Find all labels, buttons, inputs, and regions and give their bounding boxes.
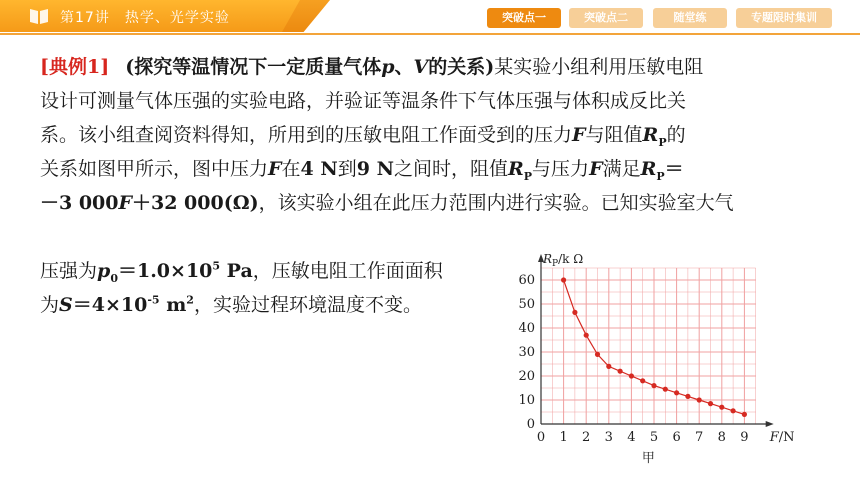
data-point: [731, 408, 736, 413]
x-tick-label: 3: [604, 430, 613, 445]
problem-text-continued: [40, 254, 510, 322]
data-point: [742, 412, 747, 417]
lecture-title: 第17讲 热学、光学实验: [60, 10, 230, 26]
resistance-force-chart: [515, 248, 815, 474]
x-axis-arrow: [766, 421, 774, 427]
tab-class-practice[interactable]: 随堂练: [653, 8, 727, 28]
data-point: [606, 364, 611, 369]
data-point: [629, 373, 634, 378]
y-tick-label: 50: [518, 297, 535, 312]
text-line-7: 为$S=4\times 10^{-5}$ $m^2$，实验过程环境温度不变。: [40, 293, 422, 316]
text-line-3: 系。该小组查阅资料得知，所用到的压敏电阻工作面受到的压力F与阻值$R_P$的: [40, 124, 686, 149]
chart-caption: 甲: [641, 451, 655, 466]
y-tick-label: 10: [518, 393, 535, 408]
top-bar: [0, 0, 860, 36]
data-point: [584, 333, 589, 338]
y-tick-label: 40: [518, 321, 535, 336]
book-icon: [28, 6, 50, 26]
problem-text: [40, 50, 830, 220]
x-tick-label: 0: [536, 430, 546, 445]
text-line-2: 设计可测量气体压强的实验电路，并验证等温条件下气体压强与体积成反比关: [40, 90, 687, 112]
x-tick-label: 7: [695, 430, 704, 445]
text-line-4: 关系如图甲所示，图中压力F在4 N到9 N之间时，阻值$R_P$与压力F满足$R_P=$: [40, 158, 684, 183]
example-tag: [典例1]: [40, 56, 110, 78]
data-point: [651, 383, 656, 388]
data-point: [561, 277, 566, 282]
data-point: [595, 352, 600, 357]
data-point: [618, 369, 623, 374]
data-point: [674, 390, 679, 395]
data-point: [719, 405, 724, 410]
y-tick-label: 0: [526, 417, 535, 432]
tab-breakthrough-2[interactable]: 突破点二: [569, 8, 643, 28]
x-tick-label: 6: [672, 430, 681, 445]
data-point: [685, 394, 690, 399]
y-tick-label: 60: [518, 273, 535, 288]
text-line-6: 压强为$p_0=1.0\times 10^5$ Pa，压敏电阻工作面面积: [40, 259, 443, 285]
data-point: [697, 397, 702, 402]
x-tick-label: 8: [717, 430, 726, 445]
x-axis-label: F/N: [769, 430, 795, 445]
data-point: [572, 310, 577, 315]
x-tick-label: 1: [559, 430, 568, 445]
text-line-5: －3 000F＋32 000(Ω)，该实验小组在此压力范围内进行实验。已知实验室大气: [40, 192, 734, 214]
data-point: [708, 401, 713, 406]
tab-timed-training[interactable]: 专题限时集训: [736, 8, 832, 28]
data-point: [663, 387, 668, 392]
x-tick-label: 4: [627, 430, 636, 445]
data-point: [640, 378, 645, 383]
x-tick-label: 5: [649, 430, 659, 445]
y-tick-label: 20: [518, 369, 535, 384]
text-line-1: [典例1] (探究等温情况下一定质量气体p、V的关系)某实验小组利用压敏电阻: [40, 56, 704, 78]
x-tick-label: 2: [582, 430, 591, 445]
y-tick-label: 30: [518, 345, 535, 360]
y-axis-label: $R_P/k$ Ω: [543, 252, 584, 269]
tab-breakthrough-1[interactable]: 突破点一: [487, 8, 561, 28]
header-divider: [0, 33, 860, 35]
x-tick-label: 9: [740, 430, 749, 445]
